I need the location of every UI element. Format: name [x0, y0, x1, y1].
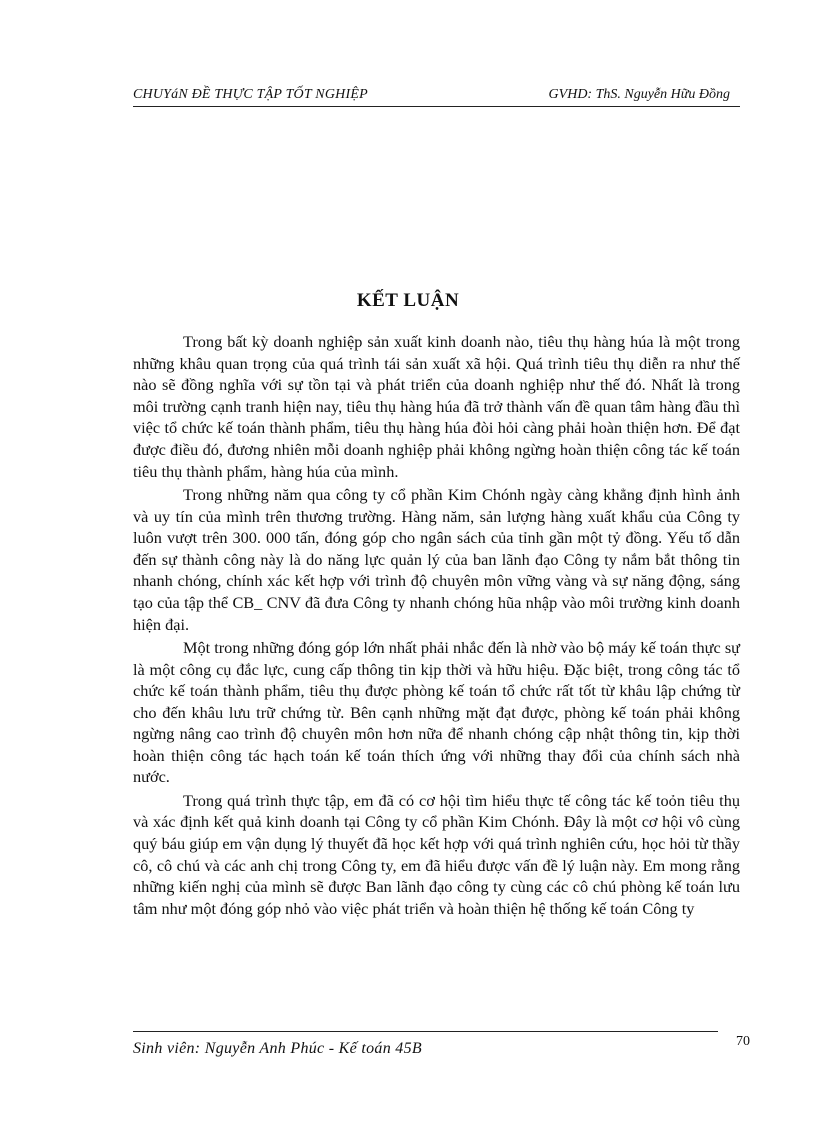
- paragraph-1: Trong bất kỳ doanh nghiệp sản xuất kinh doanh nào, tiêu thụ hàng húa là một trong những khâu quan trọng của quá trình tái sản xuất xã hội. Quá trình tiêu thụ diễn ra như thế nào sẽ đồng nghĩa với sự tồn tại và phát triển của doanh nghiệp như thế đó. Nhất là trong môi trường cạnh tranh hiện nay, tiêu thụ hàng húa đã trở thành vấn đề quan tâm hàng đầu thì việc tổ chức kế toán thành phẩm, tiêu thụ hàng húa đòi hỏi càng phải hoàn thiện hơn. Để đạt được điều đó, đương nhiên mỗi doanh nghiệp phải không ngừng hoàn thiện công tác kế toán tiêu thụ thành phẩm, hàng húa của mình.: [133, 332, 740, 481]
- page-header: [133, 86, 740, 107]
- page-number: 70: [736, 1034, 750, 1049]
- section-title: KẾT LUẬN: [356, 290, 460, 311]
- paragraph-4: Trong quá trình thực tập, em đã có cơ hội tìm hiểu thực tế công tác kế toỏn tiêu thụ và xác định kết quả kinh doanh tại Công ty cổ phần Kim Chónh. Đây là một cơ hội vô cùng quý báu giúp em vận dụng lý thuyết đã học kết hợp với quá trình nghiên cứu, học hỏi từ thầy cô, cô chú và các anh chị trong Công ty, em đã hiểu được vấn đề lý luận này. Em mong rằng những kiến nghị của mình sẽ được Ban lãnh đạo công ty cùng các cô chú phòng kế toán lưu tâm như một đóng góp nhỏ vào việc phát triển và hoàn thiện hệ thống kế toán Công ty: [133, 790, 740, 918]
- footer-student: Sinh viên: Nguyễn Anh Phúc - Kế toán 45B: [133, 1040, 422, 1057]
- paragraph-3: Một trong những đóng góp lớn nhất phải nhắc đến là nhờ vào bộ máy kế toán thực sự là một công cụ đắc lực, cung cấp thông tin kịp thời và hữu hiệu. Đặc biệt, trong công tác tổ chức kế toán thành phẩm, tiêu thụ được phòng kế toán tổ chức rất tốt từ khâu lập chứng từ cho đến khâu lưu trữ chứng từ. Bên cạnh những mặt đạt được, phòng kế toán phải không ngừng nâng cao trình độ chuyên môn hơn nữa để nhanh chóng cập nhật thông tin, kịp thời hoàn thiện công tác hạch toán kế toán thích ứng với những thay đổi của chính sách nhà nước.: [133, 637, 740, 787]
- document-body: [133, 331, 740, 921]
- paragraph-2: Trong những năm qua công ty cổ phần Kim Chónh ngày càng khẳng định hình ảnh và uy tín của mình trên thương trường. Hàng năm, sản lượng hàng xuất khẩu của Công ty luôn vượt trên 300. 000 tấn, đóng góp cho ngân sách của tỉnh gần một tỷ đồng. Yếu tố dẫn đến sự thành công này là do năng lực quản lý của ban lãnh đạo Công ty nắm bắt thông tin nhanh chóng, chính xác kết hợp với trình độ chuyên môn vững vàng và sự năng động, sáng tạo của tập thể CB_ CNV đã đưa Công ty nhanh chóng hũa nhập vào môi trường kinh doanh hiện đại.: [133, 484, 740, 634]
- header-course-title: CHUYáN ĐỀ THỰC TẬP TỐT NGHIỆP: [133, 87, 368, 102]
- header-advisor: GVHD: ThS. Nguyễn Hữu Đồng: [548, 87, 730, 102]
- footer-divider: [133, 1031, 718, 1032]
